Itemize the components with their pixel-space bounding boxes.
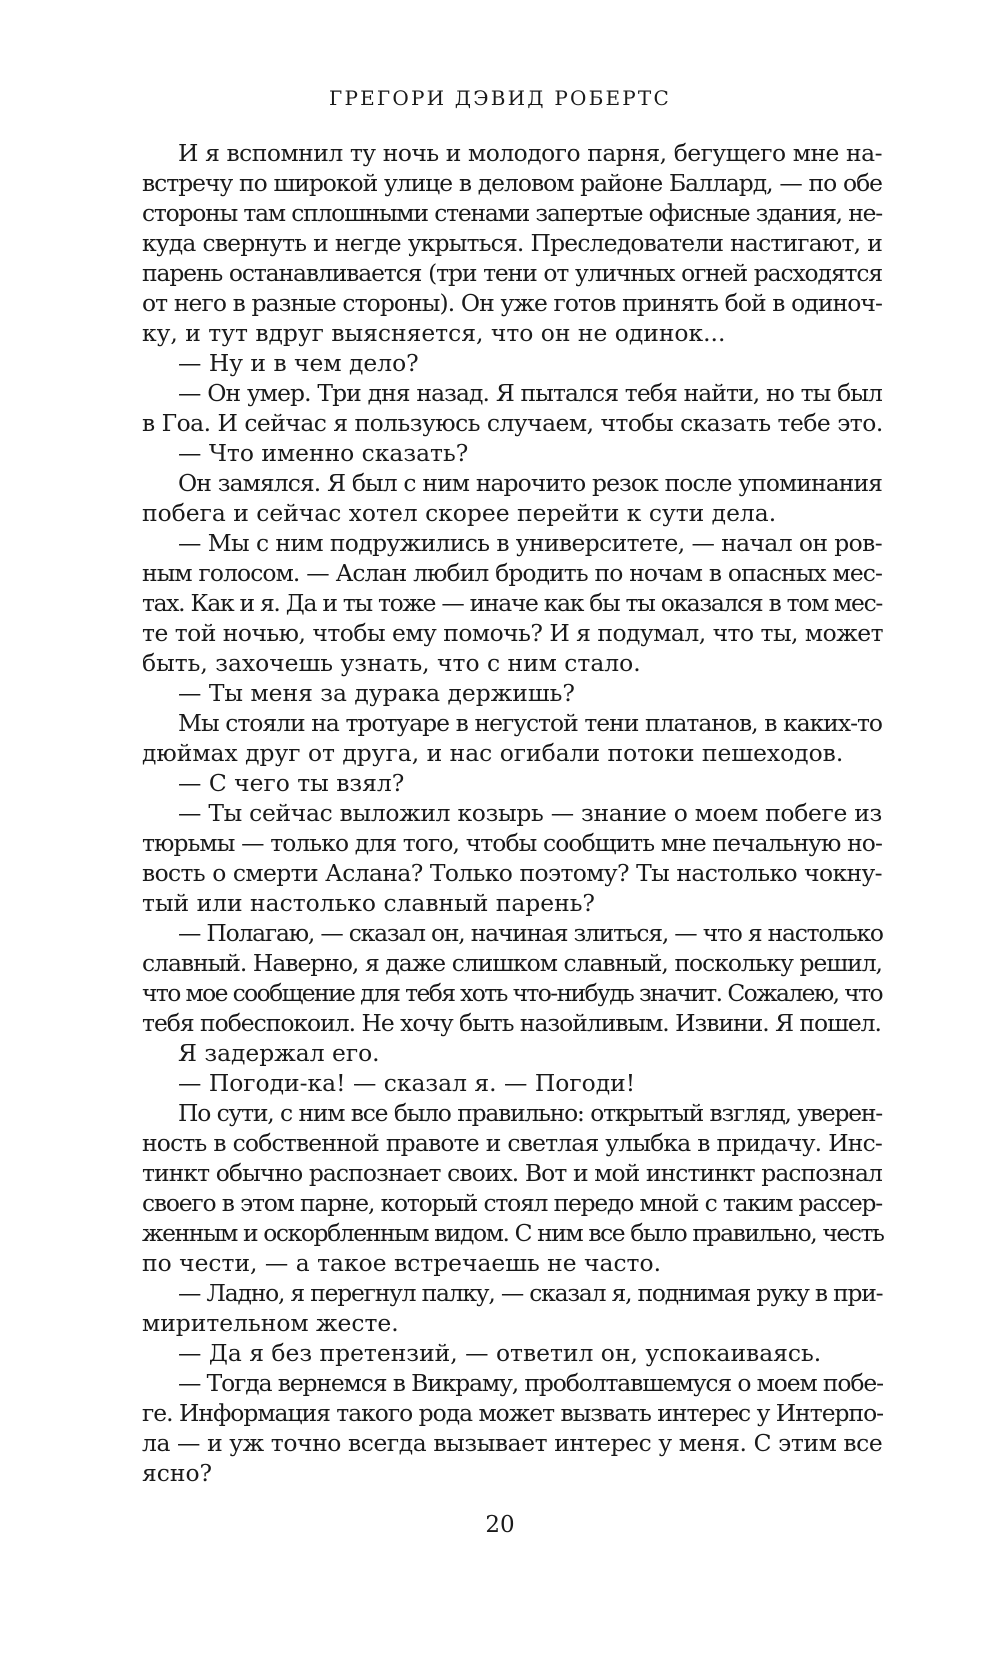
text-line: ге. Информация такого рода может вызвать интерес у Интерпо- — [142, 1399, 884, 1427]
running-head: ГРЕГОРИ ДЭВИД РОБЕРТС — [329, 86, 671, 110]
text-line: — Ты меня за дурака держишь? — [178, 679, 575, 707]
text-line: в Гоа. И сейчас я пользуюсь случаем, чтобы сказать тебе это. — [142, 409, 883, 437]
text-line: что мое сообщение для тебя хоть что-нибудь значит. Сожалею, что — [142, 979, 882, 1007]
text-line: тебя побеспокоил. Не хочу быть назойливым. Извини. Я пошел. — [142, 1009, 881, 1037]
text-line: ясно? — [142, 1459, 213, 1487]
text-line: тинкт обычно распознает своих. Вот и мой инстинкт распознал — [142, 1159, 882, 1187]
text-line: парень останавливается (три тени от уличных огней расходятся — [142, 259, 882, 287]
text-line: — Погоди-ка! — сказал я. — Погоди! — [178, 1069, 636, 1097]
text-line: ла — и уж точно всегда вызывает интерес у меня. С этим все — [142, 1429, 883, 1457]
text-line: — Мы с ним подружились в университете, — начал он ров- — [178, 529, 882, 557]
text-line: встречу по широкой улице в деловом районе Баллард, — по обе — [142, 169, 882, 197]
text-line: Он замялся. Я был с ним нарочито резок после упоминания — [178, 469, 882, 497]
text-line: дюймах друг от друга, и нас огибали потоки пешеходов. — [142, 739, 844, 767]
text-line: быть, захочешь узнать, что с ним стало. — [142, 649, 641, 677]
text-line: ным голосом. — Аслан любил бродить по ночам в опасных мес- — [142, 559, 882, 587]
text-line: ность в собственной правоте и светлая улыбка в придачу. Инс- — [142, 1129, 882, 1157]
text-line: куда свернуть и негде укрыться. Преследователи настигают, и — [142, 229, 882, 257]
text-line: славный. Наверно, я даже слишком славный, поскольку решил, — [142, 949, 882, 977]
text-line: своего в этом парне, который стоял передо мной с таким рассер- — [142, 1189, 882, 1217]
text-line: мирительном жесте. — [142, 1309, 399, 1337]
text-line: побега и сейчас хотел скорее перейти к сути дела. — [142, 499, 777, 527]
text-line: стороны там сплошными стенами запертые офисные здания, не- — [142, 199, 882, 227]
text-line: — Полагаю, — сказал он, начиная злиться, — что я настолько — [178, 919, 883, 947]
text-line: — Он умер. Три дня назад. Я пытался тебя найти, но ты был — [178, 379, 882, 407]
text-line: По сути, с ним все было правильно: открытый взгляд, уверен- — [178, 1099, 882, 1127]
text-line: от него в разные стороны). Он уже готов принять бой в одиноч- — [142, 289, 882, 317]
text-line: тах. Как и я. Да и ты тоже — иначе как бы ты оказался в том мес- — [142, 589, 882, 617]
body-text — [142, 138, 882, 1488]
text-line: вость о смерти Аслана? Только поэтому? Ты настолько чокну- — [142, 859, 882, 887]
text-line: Мы стояли на тротуаре в негустой тени платанов, в каких-то — [178, 709, 882, 737]
text-line: — Что именно сказать? — [178, 439, 469, 467]
text-line: — Тогда вернемся в Викраму, проболтавшемуся о моем побе- — [178, 1369, 883, 1397]
text-line: — С чего ты взял? — [178, 769, 405, 797]
text-line: те той ночью, чтобы ему помочь? И я подумал, что ты, может — [142, 619, 884, 647]
text-line: тюрьмы — только для того, чтобы сообщить мне печальную но- — [142, 829, 882, 857]
page-number: 20 — [485, 1512, 515, 1538]
text-line: Я задержал его. — [178, 1039, 380, 1067]
text-line: — Ну и в чем дело? — [178, 349, 419, 377]
text-line: — Ладно, я перегнул палку, — сказал я, поднимая руку в при- — [178, 1279, 883, 1307]
text-line: по чести, — а такое встречаешь не часто. — [142, 1249, 662, 1277]
text-line: тый или настолько славный парень? — [142, 889, 595, 917]
text-line: И я вспомнил ту ночь и молодого парня, бегущего мне на- — [178, 139, 882, 167]
text-line: ку, и тут вдруг выясняется, что он не одинок... — [142, 319, 726, 347]
text-line: женным и оскорбленным видом. С ним все было правильно, честь — [142, 1219, 884, 1247]
text-line: — Да я без претензий, — ответил он, успокаиваясь. — [178, 1339, 822, 1367]
text-line: — Ты сейчас выложил козырь — знание о моем побеге из — [178, 799, 882, 827]
